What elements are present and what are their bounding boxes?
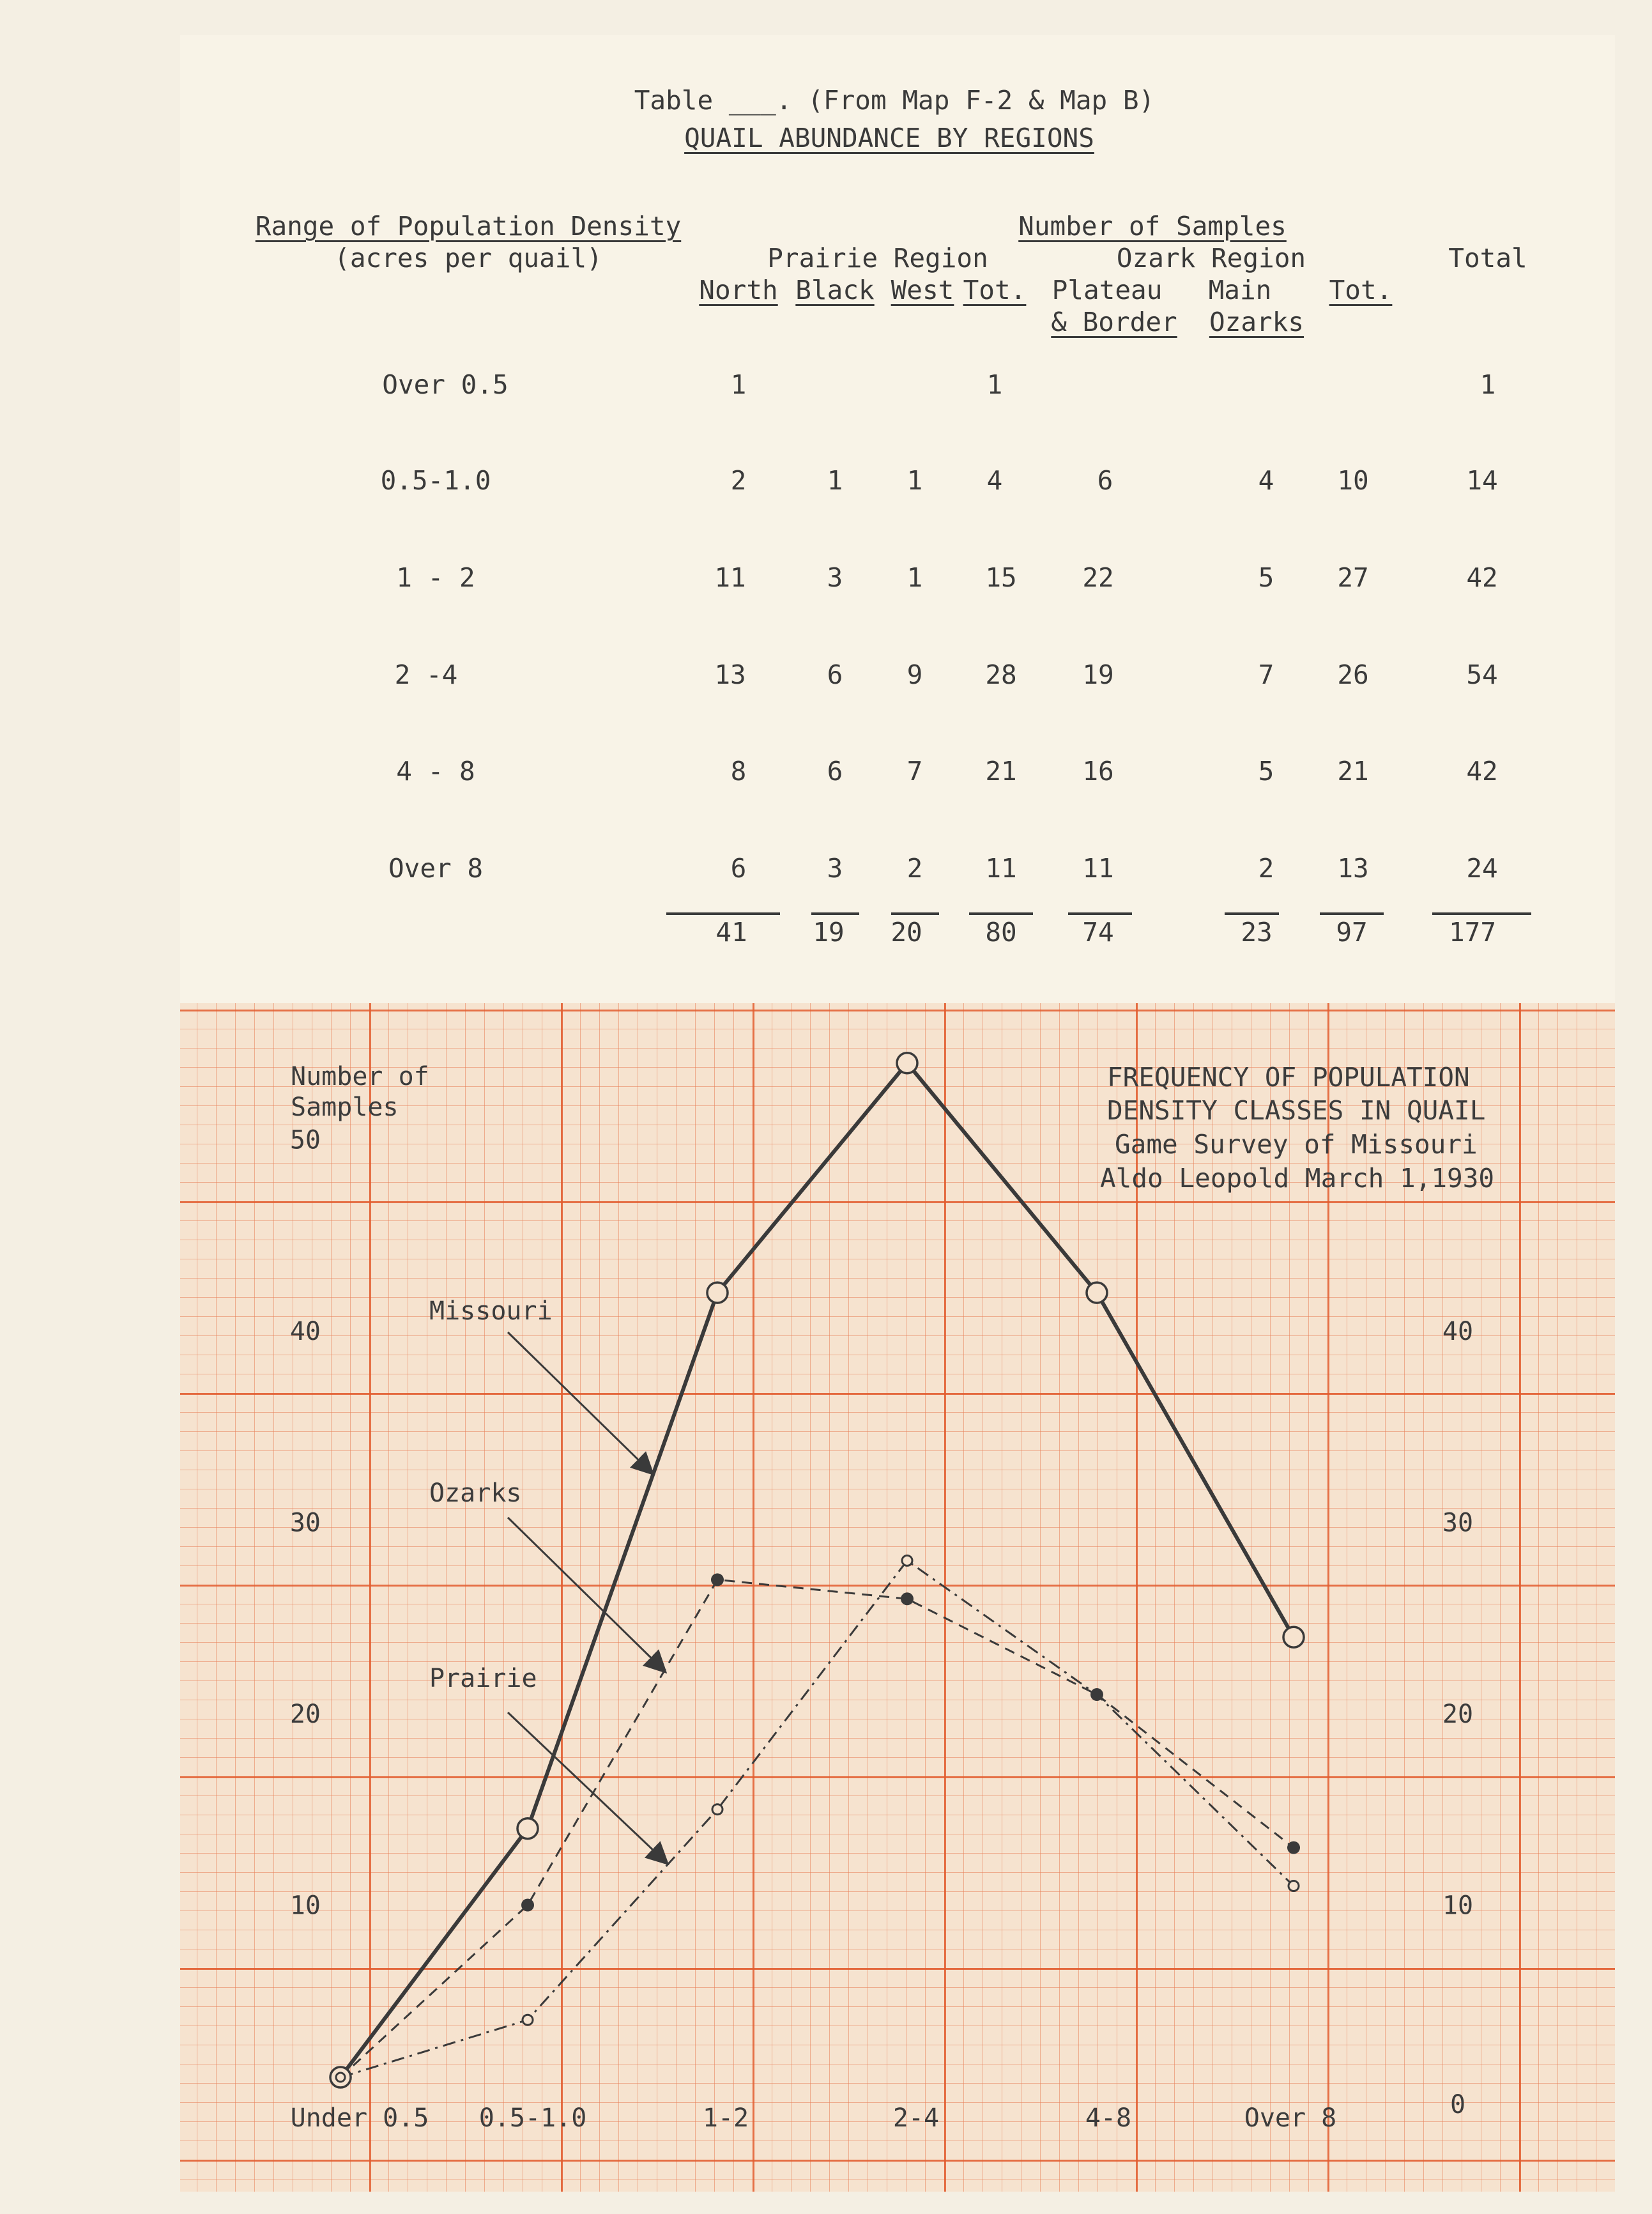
cell-main: 5 (1258, 756, 1274, 787)
cell-ozark-tot: 21 (1337, 756, 1369, 787)
cell-north: 2 (730, 465, 747, 496)
cell-prairie-tot: 11 (985, 853, 1017, 884)
col-ozark-tot: Tot. (1329, 275, 1393, 305)
x-tick-label: 4-8 (1085, 2103, 1132, 2133)
x-tick-label: Over 8 (1244, 2103, 1337, 2133)
cell-prairie-tot: 28 (985, 659, 1017, 690)
legend-arrow-ozarks (508, 1518, 664, 1671)
cell-total: 1 (1480, 369, 1496, 400)
chart-title-line: Game Survey of Missouri (1115, 1129, 1478, 1160)
ozark-region-header: Ozark Region (1116, 243, 1306, 273)
y-axis-label: Number of (291, 1062, 429, 1091)
point-ozarks (711, 1573, 724, 1586)
row-range: 2 -4 (394, 659, 458, 690)
x-tick-label: 1-2 (702, 2103, 749, 2133)
cell-north: 11 (714, 562, 746, 593)
cell-west: 1 (906, 562, 923, 593)
cell-north: 1 (730, 369, 747, 400)
point-missouri (707, 1282, 728, 1303)
cell-total: 42 (1466, 562, 1498, 593)
cell-west: 1 (906, 465, 923, 496)
cell-west: 9 (906, 659, 923, 690)
y-tick-label-left: 20 (289, 1700, 321, 1729)
total-north: 41 (715, 917, 747, 948)
total-prairie: 80 (985, 917, 1017, 948)
series-line-missouri (340, 1063, 1294, 2077)
point-missouri (897, 1053, 917, 1073)
cell-west: 2 (906, 853, 923, 884)
chart-title-line: DENSITY CLASSES IN QUAIL (1107, 1095, 1486, 1126)
point-prairie (1289, 1881, 1299, 1891)
chart-title-line: Aldo Leopold March 1,1930 (1100, 1163, 1495, 1194)
cell-north: 13 (714, 659, 746, 690)
x-tick-label: 2-4 (892, 2103, 940, 2133)
range-units: (acres per quail) (334, 243, 602, 273)
legend-label-ozarks: Ozarks (429, 1479, 522, 1508)
cell-north: 6 (730, 853, 747, 884)
range-header: Range of Population Density (255, 211, 682, 242)
point-missouri (1087, 1282, 1107, 1303)
row-range: 1 - 2 (396, 562, 475, 593)
cell-prairie-tot: 15 (985, 562, 1017, 593)
cell-main: 4 (1258, 465, 1274, 496)
total-header: Total (1448, 243, 1527, 273)
col-plateau: Plateau (1052, 275, 1163, 305)
legend-arrow-prairie (508, 1712, 666, 1863)
row-range: 0.5-1.0 (380, 465, 491, 496)
point-missouri (330, 2067, 351, 2087)
cell-total: 42 (1466, 756, 1498, 787)
chart-title-line: FREQUENCY OF POPULATION (1107, 1062, 1470, 1093)
prairie-region-header: Prairie Region (767, 243, 988, 273)
total-black: 19 (813, 917, 845, 948)
y-tick-label-right: 40 (1442, 1317, 1474, 1346)
row-range: Over 0.5 (382, 369, 509, 400)
point-ozarks (1287, 1841, 1300, 1854)
y-tick-label-left: 40 (289, 1317, 321, 1346)
col-prairie-tot: Tot. (963, 275, 1027, 305)
cell-total: 24 (1466, 853, 1498, 884)
point-ozarks (1090, 1688, 1103, 1701)
y-tick-label-left: 10 (289, 1891, 321, 1921)
table-caption: Table ___. (From Map F-2 & Map B) (634, 85, 1155, 116)
y-tick-label-right: 10 (1442, 1891, 1474, 1921)
total-west: 20 (891, 917, 922, 948)
table-title: QUAIL ABUNDANCE BY REGIONS (684, 123, 1094, 153)
cell-ozark-tot: 10 (1337, 465, 1369, 496)
y-axis-label: Samples (291, 1093, 399, 1122)
cell-plateau: 16 (1082, 756, 1114, 787)
cell-north: 8 (730, 756, 747, 787)
col-north: North (699, 275, 778, 305)
cell-black: 3 (827, 562, 843, 593)
cell-plateau: 19 (1082, 659, 1114, 690)
row-range: 4 - 8 (396, 756, 475, 787)
legend-arrow-missouri (508, 1332, 652, 1473)
y-tick-label-left: 30 (289, 1508, 321, 1538)
y-tick-label-left: 50 (289, 1125, 321, 1155)
point-ozarks (521, 1899, 534, 1912)
cell-west: 7 (906, 756, 923, 787)
col-black: Black (795, 275, 875, 305)
point-missouri (517, 1818, 538, 1839)
y-tick-label-right: 30 (1442, 1508, 1474, 1538)
x-tick-label: Under 0.5 (290, 2103, 429, 2133)
grand-total: 177 (1448, 917, 1497, 948)
col-plateau-border: & Border (1051, 307, 1177, 337)
row-range: Over 8 (388, 853, 484, 884)
cell-prairie-tot: 21 (985, 756, 1017, 787)
legend-label-prairie: Prairie (429, 1664, 537, 1693)
total-plateau: 74 (1082, 917, 1114, 948)
cell-main: 2 (1258, 853, 1274, 884)
cell-black: 6 (827, 659, 843, 690)
col-main-ozarks: Ozarks (1209, 307, 1304, 337)
cell-ozark-tot: 27 (1337, 562, 1369, 593)
point-prairie (902, 1555, 912, 1565)
col-main: Main (1208, 275, 1272, 305)
cell-black: 1 (827, 465, 843, 496)
samples-header: Number of Samples (1018, 211, 1287, 242)
cell-plateau: 6 (1097, 465, 1113, 496)
point-prairie (523, 2015, 533, 2025)
cell-ozark-tot: 13 (1337, 853, 1369, 884)
total-ozark: 97 (1336, 917, 1368, 948)
cell-main: 5 (1258, 562, 1274, 593)
cell-black: 3 (827, 853, 843, 884)
point-missouri (1283, 1627, 1304, 1647)
legend-label-missouri: Missouri (429, 1296, 553, 1326)
total-main: 23 (1241, 917, 1273, 948)
cell-plateau: 22 (1082, 562, 1114, 593)
cell-total: 54 (1466, 659, 1498, 690)
series-line-prairie (340, 1560, 1294, 2077)
cell-ozark-tot: 26 (1337, 659, 1369, 690)
y-tick-label-right: 0 (1449, 2090, 1466, 2119)
cell-prairie-tot: 1 (986, 369, 1003, 400)
x-tick-label: 0.5-1.0 (478, 2103, 587, 2133)
point-prairie (712, 1804, 723, 1815)
cell-prairie-tot: 4 (986, 465, 1003, 496)
series-line-ozarks (340, 1580, 1294, 2077)
cell-plateau: 11 (1082, 853, 1114, 884)
cell-main: 7 (1258, 659, 1274, 690)
y-tick-label-right: 20 (1442, 1700, 1474, 1729)
cell-black: 6 (827, 756, 843, 787)
col-west: West (891, 275, 954, 305)
cell-total: 14 (1466, 465, 1498, 496)
point-ozarks (901, 1592, 914, 1605)
